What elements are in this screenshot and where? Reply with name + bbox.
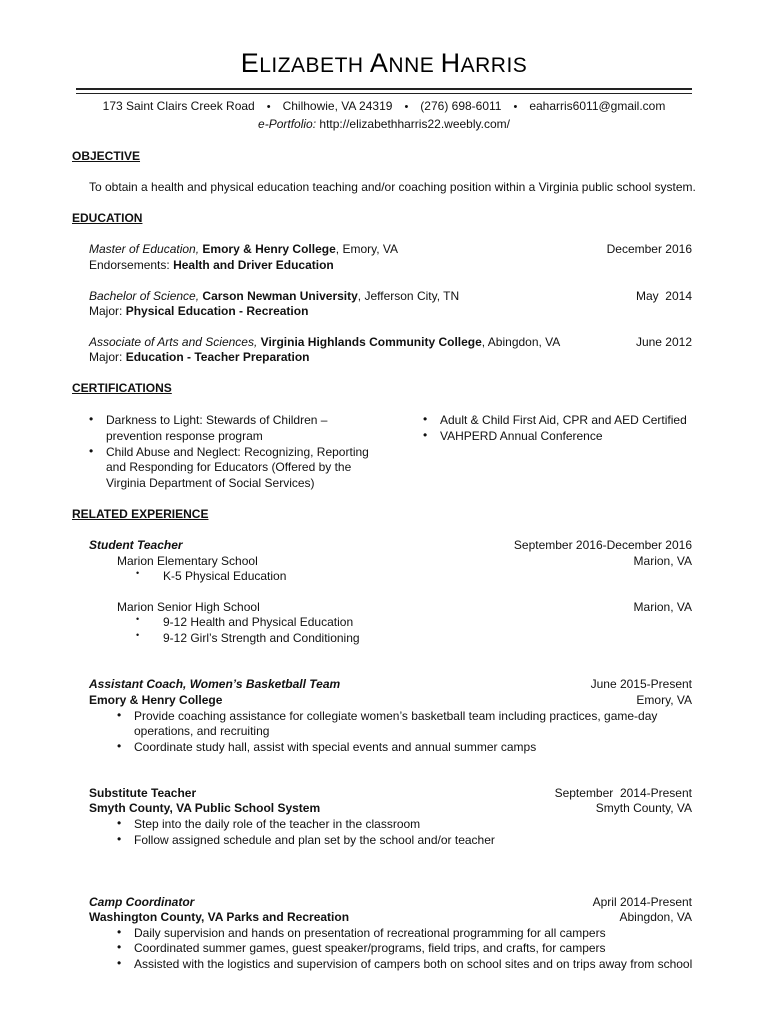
sub-value: Physical Education - Recreation xyxy=(125,304,309,318)
camp-item: • Coordinated summer games, guest speaker/programs, field trips, and crafts, for campers xyxy=(134,941,606,955)
student-teacher-title: Student Teacher xyxy=(89,538,183,552)
education-entry-1 xyxy=(89,242,398,256)
portfolio-line xyxy=(0,117,768,131)
student-teacher-school-1: Marion Elementary School xyxy=(117,554,258,568)
substitute-title: Substitute Teacher xyxy=(89,786,197,800)
camp-item: • Assisted with the logistics and supervision of campers both on school sites and on trips away from school xyxy=(134,957,692,971)
coach-date: June 2015-Present xyxy=(590,677,692,691)
education-date-1: December 2016 xyxy=(606,242,692,256)
camp-title: Camp Coordinator xyxy=(89,895,195,909)
name-part-2: ANNE xyxy=(369,48,441,78)
school-place: , Emory, VA xyxy=(335,242,399,256)
education-entry-2 xyxy=(89,289,459,303)
resume-name xyxy=(0,48,768,79)
substitute-date: September 2014-Present xyxy=(554,786,692,800)
cert-item-1-line-1: • Darkness to Light: Stewards of Children – xyxy=(106,413,327,427)
contact-email[interactable]: eaharris6011@gmail.com xyxy=(529,99,666,113)
student-teacher-location-2: Marion, VA xyxy=(633,600,692,614)
sub-label: Major: xyxy=(89,304,123,318)
cert-item-1-line-2: prevention response program xyxy=(106,429,263,443)
sub-label: Major: xyxy=(89,350,123,364)
degree: Master of Education, xyxy=(89,242,200,256)
school: Emory & Henry College xyxy=(202,242,336,256)
coach-org: Emory & Henry College xyxy=(89,693,223,707)
coach-item-1-line-2: operations, and recruiting xyxy=(134,724,270,738)
contact-address: 173 Saint Clairs Creek Road xyxy=(102,99,255,113)
education-entry-3 xyxy=(89,335,560,349)
education-date-2: May 2014 xyxy=(635,289,692,303)
substitute-location: Smyth County, VA xyxy=(595,801,692,815)
school-place: , Jefferson City, TN xyxy=(357,289,460,303)
camp-location: Abingdon, VA xyxy=(619,910,692,924)
cert-item-4: • VAHPERD Annual Conference xyxy=(440,429,603,443)
education-sub-2 xyxy=(89,304,308,318)
education-heading: EDUCATION xyxy=(72,211,143,225)
name-part-1: ELIZABETH xyxy=(240,48,370,78)
camp-org: Washington County, VA Parks and Recreation xyxy=(89,910,350,924)
coach-title: Assistant Coach, Women’s Basketball Team xyxy=(89,677,341,691)
portfolio-label: e-Portfolio: xyxy=(258,117,317,131)
degree: Bachelor of Science, xyxy=(89,289,200,303)
camp-item: • Daily supervision and hands on presentation of recreational programming for all campers xyxy=(134,926,606,940)
contact-city: Chilhowie, VA 24319 xyxy=(282,99,393,113)
cert-item-2-line-2: and Responding for Educators (Offered by the xyxy=(106,460,352,474)
camp-date: April 2014-Present xyxy=(592,895,692,909)
header-rule-thick xyxy=(76,88,692,90)
school: Virginia Highlands Community College xyxy=(260,335,482,349)
student-teacher-item: • K-5 Physical Education xyxy=(163,569,286,583)
coach-location: Emory, VA xyxy=(636,693,692,707)
header-rule-thin xyxy=(76,93,692,94)
sub-label: Endorsements: xyxy=(89,258,170,272)
education-sub-3 xyxy=(89,350,310,364)
student-teacher-item: • 9-12 Girl’s Strength and Conditioning xyxy=(163,631,360,645)
cert-item-3: • Adult & Child First Aid, CPR and AED Certified xyxy=(440,413,687,427)
student-teacher-item: • 9-12 Health and Physical Education xyxy=(163,615,353,629)
certifications-heading: CERTIFICATIONS xyxy=(72,381,172,395)
cert-item-2-line-1: • Child Abuse and Neglect: Recognizing, Reporting xyxy=(106,445,369,459)
substitute-org: Smyth County, VA Public School System xyxy=(89,801,321,815)
degree: Associate of Arts and Sciences, xyxy=(89,335,258,349)
coach-item-2: • Coordinate study hall, assist with special events and annual summer camps xyxy=(134,740,536,754)
contact-line xyxy=(0,99,768,113)
contact-bullet: • xyxy=(513,101,518,113)
contact-bullet: • xyxy=(404,101,409,113)
student-teacher-date: September 2016-December 2016 xyxy=(513,538,692,552)
sub-value: Education - Teacher Preparation xyxy=(125,350,310,364)
contact-phone: (276) 698-6011 xyxy=(420,99,502,113)
objective-heading: OBJECTIVE xyxy=(72,149,141,163)
portfolio-url[interactable]: http://elizabethharris22.weebly.com/ xyxy=(319,117,510,131)
education-date-3: June 2012 xyxy=(635,335,692,349)
sub-value: Health and Driver Education xyxy=(173,258,334,272)
coach-item-1-line-1: • Provide coaching assistance for collegiate women’s basketball team including practices, game-day xyxy=(134,709,657,723)
student-teacher-school-2: Marion Senior High School xyxy=(117,600,260,614)
name-part-3: HARRIS xyxy=(440,48,528,78)
contact-bullet: • xyxy=(266,101,271,113)
school-place: , Abingdon, VA xyxy=(481,335,561,349)
substitute-item: • Step into the daily role of the teacher in the classroom xyxy=(134,817,420,831)
education-sub-1 xyxy=(89,258,334,272)
student-teacher-location-1: Marion, VA xyxy=(633,554,692,568)
objective-text: To obtain a health and physical education teaching and/or coaching position within a Virginia public school system. xyxy=(89,180,696,194)
school: Carson Newman University xyxy=(202,289,358,303)
substitute-item: • Follow assigned schedule and plan set by the school and/or teacher xyxy=(134,833,495,847)
cert-item-2-line-3: Virginia Department of Social Services) xyxy=(106,476,315,490)
experience-heading: RELATED EXPERIENCE xyxy=(72,507,209,521)
